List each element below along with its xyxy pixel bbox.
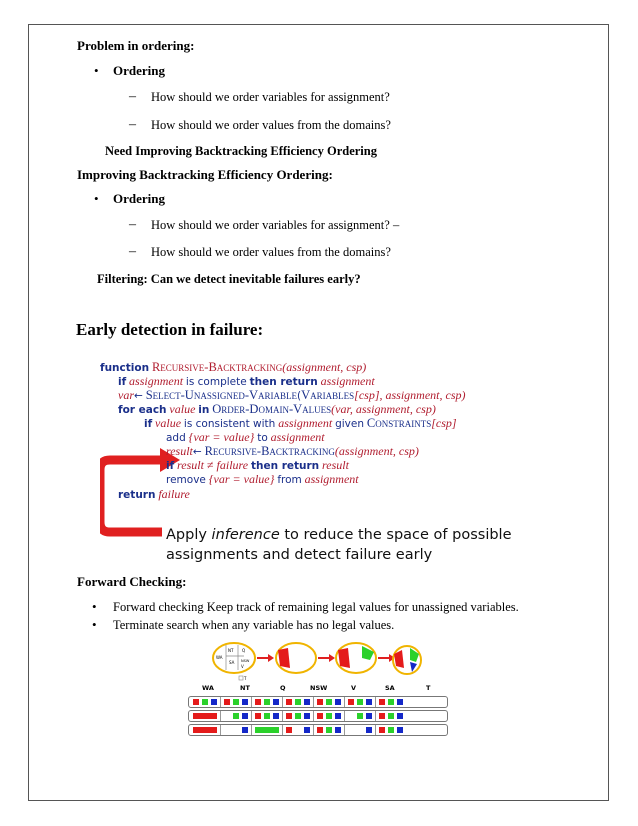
section1-note: Need Improving Backtracking Efficiency Ordering [105,144,377,158]
var: {var = value} [188,430,255,444]
algo-line-4 [118,402,436,417]
args: [csp], assignment, csp) [354,388,466,402]
section-title-early-detection: Early detection in failure: [76,320,264,339]
algo-line-7 [166,444,419,459]
kw: in [198,404,210,416]
list-item: How should we order variables for assignment? [151,90,390,104]
var: failure [158,487,190,501]
domain-grid-header [188,684,448,696]
domain-grid [188,684,448,738]
algo-line-9 [166,472,359,487]
dash: – [129,89,136,104]
var: {var = value} [208,472,275,486]
args: [csp] [431,416,457,430]
domain-row [188,696,448,708]
var: assignment [320,374,375,388]
fc-bullet-2: Terminate search when any variable has no legal values. [113,618,395,632]
var: value [169,402,196,416]
note-text: assignments and detect failure early [166,547,433,563]
algo-line-2 [118,374,375,389]
fn-name: Variables [301,388,355,402]
section-title-problem: Problem in ordering: [77,38,195,53]
section-title-forward-checking: Forward Checking: [77,574,187,589]
algo-line-10 [118,487,190,502]
australia-map-sequence [212,640,422,688]
map-label: NSW [241,659,250,663]
list-item: How should we order values from the domains? [151,118,391,132]
column-label: NSW [310,684,328,692]
var: result [322,458,349,472]
map-label: WA [216,655,223,660]
kw: then return [250,460,320,472]
algo-line-6 [166,430,325,445]
bullet-ordering-1: Ordering [113,63,165,78]
map-label: Q [242,648,246,653]
args: (var, assignment, csp) [331,402,436,416]
fn-name: Constraints [366,416,432,430]
kw: if [144,418,153,430]
bullet-ordering-2: Ordering [113,191,165,206]
note-text: Apply [166,527,212,543]
text: from [277,474,302,486]
column-label: T [426,684,431,692]
dash: – [129,217,136,232]
var: value [155,416,182,430]
note-emphasis: inference [211,527,280,543]
column-label: WA [202,684,214,692]
kw: for each [118,404,167,416]
map-label: T [244,676,247,681]
domain-row [188,710,448,722]
dash: – [129,244,136,259]
text: remove [166,474,206,486]
map-label: SA [229,660,235,665]
section2-note: Filtering: Can we detect inevitable failures early? [97,272,361,286]
args: (assignment, csp) [334,444,419,458]
list-item: How should we order values from the domains? [151,245,391,259]
kw: then return [249,376,318,388]
kw: return [118,489,156,501]
kw: if [118,376,127,388]
text: add [166,432,186,444]
arrow: ← [192,446,202,458]
column-label: V [351,684,357,692]
fn-name: Recursive-Backtracking [204,444,335,458]
section-title-improving: Improving Backtracking Efficiency Ordering: [77,167,333,182]
algo-line-5 [144,416,457,431]
kw: if [166,460,175,472]
var: assignment [278,416,333,430]
map-label: V [241,664,244,669]
bullet-dot: • [92,617,97,632]
algo-line-8 [166,458,349,473]
var: result [166,444,193,458]
bullet-dot: • [94,191,99,206]
column-label: Q [280,684,286,692]
algo-line-1 [100,360,366,375]
column-label: SA [385,684,395,692]
fn-name: Recursive-Backtracking [151,360,283,374]
domain-row [188,724,448,736]
inference-note [166,525,512,565]
var: assignment [129,374,184,388]
column-label: NT [240,684,250,692]
map-illustration [212,640,422,688]
text: given [335,418,364,430]
algo-line-3: var← Select-Unassigned-Variable(Variables[csp], assignment, csp) [118,388,466,402]
kw: function [100,362,150,374]
map-label: NT [228,648,234,653]
arrow: ← [134,390,143,402]
bullet-dot: • [92,599,97,614]
note-text: to reduce the space of possible [279,527,512,543]
var: assignment [270,430,325,444]
text: is complete [185,376,247,388]
var: assignment [304,472,359,486]
fc-bullet-1: Forward checking Keep track of remaining legal values for unassigned variables. [113,600,519,614]
fn-name: Select-Unassigned-Variable [145,388,298,402]
var: result ≠ failure [177,458,249,472]
dash: – [129,117,136,132]
fn-name: Order-Domain-Values [212,402,332,416]
text: is consistent with [183,418,276,430]
list-item: How should we order variables for assignment? – [151,218,400,232]
bullet-dot: • [94,63,99,78]
var: var [118,388,134,402]
text: to [257,432,268,444]
args: (assignment, csp) [282,360,367,374]
